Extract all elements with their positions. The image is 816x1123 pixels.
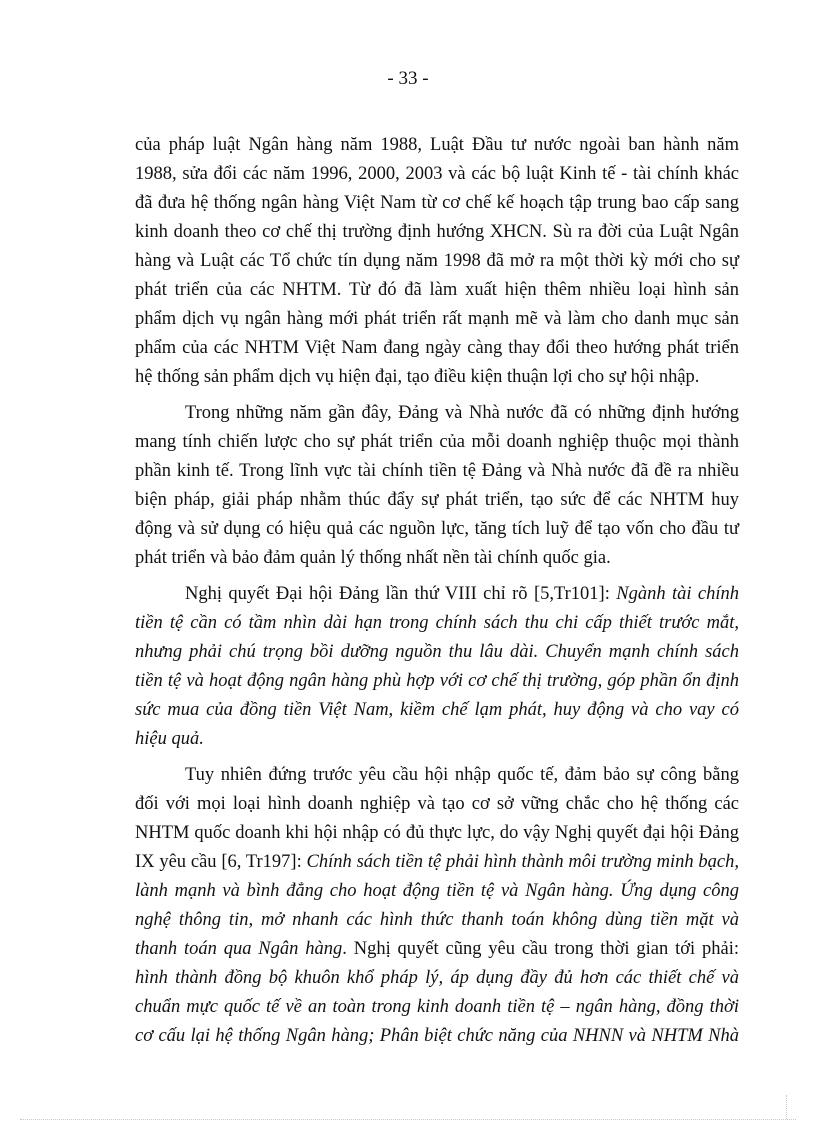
document-body [135, 131, 739, 1058]
paragraph-resolution-viii [135, 580, 739, 754]
quote-line: chuẩn mực quốc tế về an toàn trong kinh doanh tiền tệ – ngân hàng, đồng thời [135, 997, 739, 1017]
resolution-ix-intro: IX yêu cầu [6, Tr197]: [135, 852, 307, 872]
text-line: kinh doanh theo cơ chế thị trường định hướng XHCN. Sù ra đời của Luật Ngân [135, 222, 739, 242]
text-line: phần kinh tế. Trong lĩnh vực tài chính tiền tệ Đảng và Nhà nước đã đề ra nhiều [135, 461, 739, 481]
paragraph-party-orientation [135, 399, 739, 573]
text-line: động và sử dụng có hiệu quả các nguồn lực, tăng tích luỹ để tạo vốn cho đầu tư [135, 519, 739, 539]
quote-line: tiền tệ và hoạt động ngân hàng phù hợp với cơ chế thị trường, góp phần ổn định [135, 671, 739, 691]
text-line: đã đưa hệ thống ngân hàng Việt Nam từ cơ chế kế hoạch tập trung bao cấp sang [135, 193, 739, 213]
page-bottom-border [20, 1119, 796, 1120]
text-line: hệ thống sản phẩm dịch vụ hiện đại, tạo điều kiện thuận lợi cho sự hội nhập. [135, 367, 700, 387]
paragraph-legal-framework [135, 131, 739, 392]
text-line: biện pháp, giải pháp nhằm thúc đẩy sự phát triển, tạo sức để các NHTM huy [135, 490, 739, 510]
text-line: phẩm dịch vụ ngân hàng mới phát triển rất mạnh mẽ và làm cho danh mục sản [135, 309, 739, 329]
text-line [135, 848, 739, 877]
page-number: - 33 - [387, 68, 429, 89]
quote-line: lành mạnh và bình đẳng cho hoạt động tiền tệ và Ngân hàng. Ứng dụng công [135, 881, 739, 901]
resolution-ix-quote-end: thanh toán qua Ngân hàng [135, 939, 343, 959]
text-line [135, 935, 739, 964]
text-line: phát triển của các NHTM. Từ đó đã làm xuất hiện thêm nhiều loại hình sản [135, 280, 739, 300]
text-line: NHTM quốc doanh khi hội nhập có đủ thực lực, do vậy Nghị quyết đại hội Đảng [135, 823, 739, 843]
text-line: 1988, sửa đổi các năm 1996, 2000, 2003 và các bộ luật Kinh tế - tài chính khác [135, 164, 739, 184]
text-line: phát triển và bảo đảm quản lý thống nhất nền tài chính quốc gia. [135, 548, 611, 568]
quote-line: cơ cấu lại hệ thống Ngân hàng; Phân biệt chức năng của NHNN và NHTM Nhà [135, 1026, 739, 1046]
quote-line: hiệu quả. [135, 729, 204, 749]
resolution-viii-intro: Nghị quyết Đại hội Đảng lần thứ VIII chỉ rõ [5,Tr101]: [185, 584, 617, 604]
quote-line: sức mua của đồng tiền Việt Nam, kiềm chế lạm phát, huy động và cho vay có [135, 700, 739, 720]
text-line: phẩm của các NHTM Việt Nam đang ngày càng thay đổi theo hướng phát triển [135, 338, 739, 358]
text-line: của pháp luật Ngân hàng năm 1988, Luật Đầu tư nước ngoài ban hành năm [135, 135, 739, 155]
page-corner-mark [786, 1095, 797, 1119]
paragraph-resolution-ix [135, 761, 739, 1051]
quote-line: nghệ thông tin, mở nhanh các hình thức thanh toán không dùng tiền mặt và [135, 910, 739, 930]
quote-line: hình thành đồng bộ khuôn khổ pháp lý, áp dụng đầy đủ hơn các thiết chế và [135, 968, 739, 988]
text-line: Trong những năm gần đây, Đảng và Nhà nước đã có những định hướng [185, 403, 739, 423]
text-line: mang tính chiến lược cho sự phát triển của mỗi doanh nghiệp thuộc mọi thành [135, 432, 739, 452]
quote-line: nhưng phải chú trọng bồi dưỡng nguồn thu lâu dài. Chuyển mạnh chính sách [135, 642, 739, 662]
resolution-ix-continuation: . Nghị quyết cũng yêu cầu trong thời gian tới phải: [342, 939, 740, 959]
text-line: đối với mọi loại hình doanh nghiệp và tạo cơ sở vững chắc cho hệ thống các [135, 794, 739, 814]
text-line: hàng và Luật các Tổ chức tín dụng năm 1998 đã mở ra một thời kỳ mới cho sự [135, 251, 739, 271]
text-line: Tuy nhiên đứng trước yêu cầu hội nhập quốc tế, đảm bảo sự công bằng [185, 765, 739, 785]
resolution-ix-quote-start: Chính sách tiền tệ phải hình thành môi trường minh bạch, [306, 852, 739, 872]
resolution-viii-quote-start: Ngành tài chính [616, 584, 739, 604]
text-line [135, 580, 739, 609]
quote-line: tiền tệ cần có tầm nhìn dài hạn trong chính sách thu chi cấp thiết trước mắt, [135, 613, 739, 633]
